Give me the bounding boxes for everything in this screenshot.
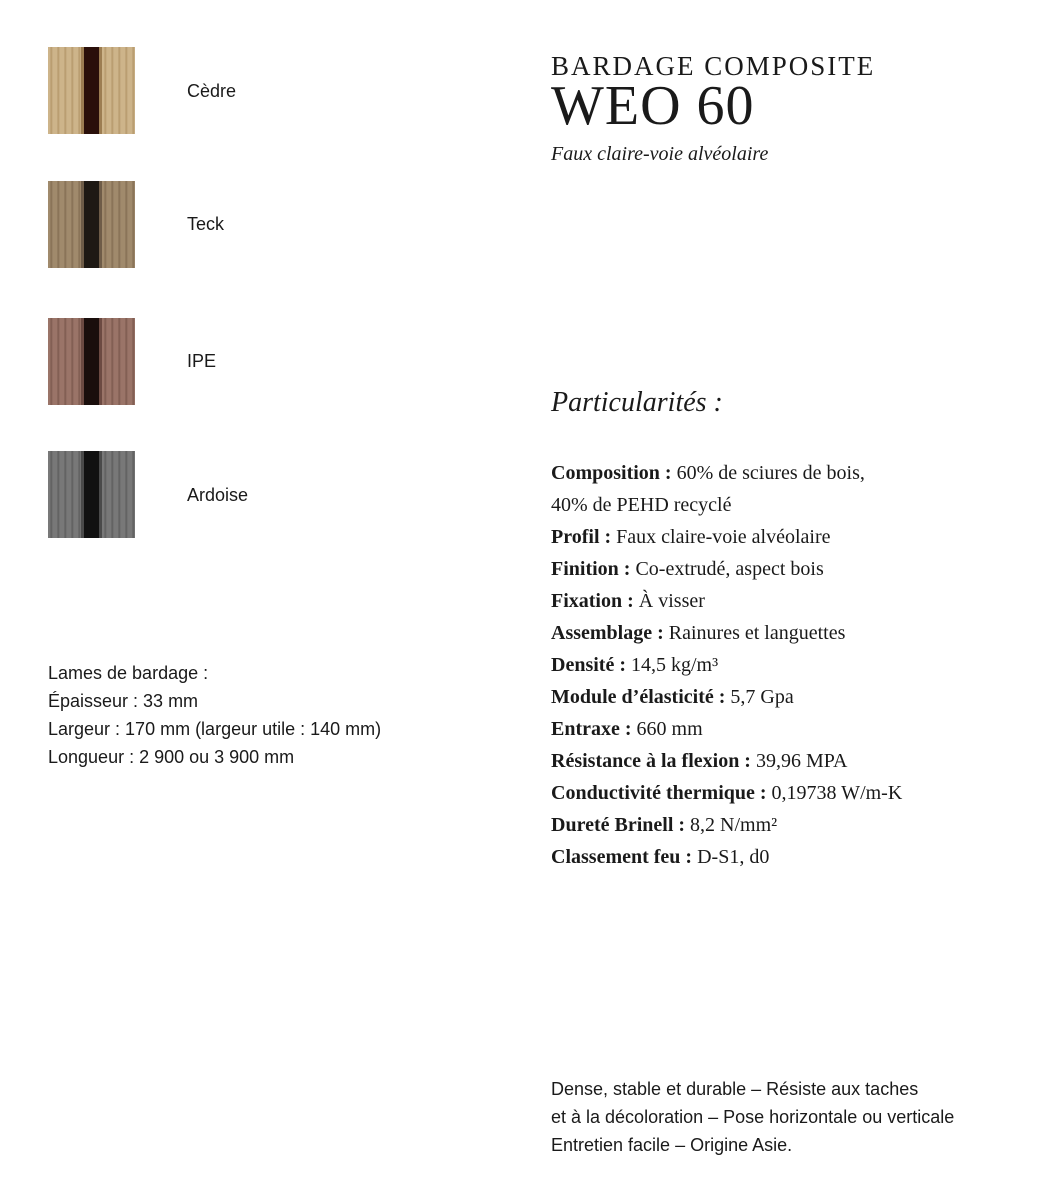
- prop-value: 0,19738 W/m-K: [766, 782, 903, 804]
- prop-value: D-S1, d0: [692, 846, 770, 868]
- swatch-label-teck: Teck: [187, 214, 225, 234]
- prop-row: [551, 777, 1021, 809]
- particularites-title: Particularités :: [551, 387, 723, 418]
- prop-row: [551, 553, 1021, 585]
- board-gap: [81, 318, 102, 405]
- prop-row: [551, 457, 1021, 489]
- prop-value: 39,96 MPA: [750, 750, 848, 772]
- swatch-teck[interactable]: [48, 181, 135, 268]
- product-summary: [551, 1075, 1031, 1159]
- summary-line: et à la décoloration – Pose horizontale ou verticale: [551, 1107, 955, 1127]
- prop-label: Assemblage :: [551, 622, 664, 644]
- prop-row: [551, 745, 1021, 777]
- board-left: [48, 318, 81, 405]
- prop-label: Composition :: [551, 462, 672, 484]
- swatch-label-cedre: Cèdre: [187, 81, 237, 101]
- prop-row: [551, 841, 1021, 873]
- prop-row: [551, 585, 1021, 617]
- board-specs: [48, 659, 381, 771]
- swatch-ardoise[interactable]: [48, 451, 135, 538]
- prop-label: Densité :: [551, 654, 626, 676]
- prop-label: Dureté Brinell :: [551, 814, 686, 836]
- spec-width: Largeur : 170 mm (largeur utile : 140 mm): [48, 719, 382, 739]
- board-left: [48, 451, 81, 538]
- product-subtitle: Faux claire-voie alvéolaire: [551, 143, 769, 165]
- board-right: [102, 181, 135, 268]
- swatch-cedre[interactable]: [48, 47, 135, 134]
- product-model: WEO 60: [551, 75, 755, 137]
- prop-value: À visser: [633, 590, 705, 612]
- swatch-ipe[interactable]: [48, 318, 135, 405]
- properties-list: [551, 457, 1021, 873]
- summary-line: Entretien facile – Origine Asie.: [551, 1135, 793, 1155]
- prop-label: Conductivité thermique :: [551, 782, 767, 804]
- board-right: [102, 318, 135, 405]
- prop-label: Profil :: [551, 526, 612, 548]
- swatch-label-ipe: IPE: [187, 351, 217, 371]
- prop-row: [551, 809, 1021, 841]
- prop-value: 14,5 kg/m³: [625, 654, 719, 676]
- prop-label: Classement feu :: [551, 846, 693, 868]
- prop-value: Faux claire-voie alvéolaire: [611, 526, 831, 548]
- prop-row: [551, 617, 1021, 649]
- prop-value: 5,7 Gpa: [725, 686, 794, 708]
- prop-label: Module d’élasticité :: [551, 686, 726, 708]
- product-category: BARDAGE COMPOSITE: [551, 51, 876, 81]
- specs-heading: Lames de bardage :: [48, 663, 209, 683]
- prop-row: [551, 713, 1021, 745]
- prop-label: Finition :: [551, 558, 631, 580]
- prop-value: Co-extrudé, aspect bois: [630, 558, 824, 580]
- prop-value: Rainures et languettes: [663, 622, 846, 644]
- board-gap: [81, 181, 102, 268]
- prop-value: 40% de PEHD recyclé: [551, 494, 732, 516]
- prop-value: 8,2 N/mm²: [685, 814, 778, 836]
- prop-row: [551, 521, 1021, 553]
- summary-line: Dense, stable et durable – Résiste aux taches: [551, 1079, 919, 1099]
- prop-row: [551, 649, 1021, 681]
- board-left: [48, 181, 81, 268]
- prop-row: [551, 489, 1021, 521]
- spec-thickness: Épaisseur : 33 mm: [48, 691, 199, 711]
- board-gap: [81, 451, 102, 538]
- prop-value: 60% de sciures de bois,: [671, 462, 865, 484]
- swatch-label-ardoise: Ardoise: [187, 485, 249, 505]
- prop-row: [551, 681, 1021, 713]
- board-right: [102, 47, 135, 134]
- board-left: [48, 47, 81, 134]
- board-gap: [81, 47, 102, 134]
- prop-label: Résistance à la flexion :: [551, 750, 751, 772]
- board-right: [102, 451, 135, 538]
- prop-value: 660 mm: [631, 718, 703, 740]
- prop-label: Entraxe :: [551, 718, 632, 740]
- prop-label: Fixation :: [551, 590, 634, 612]
- spec-length: Longueur : 2 900 ou 3 900 mm: [48, 747, 295, 767]
